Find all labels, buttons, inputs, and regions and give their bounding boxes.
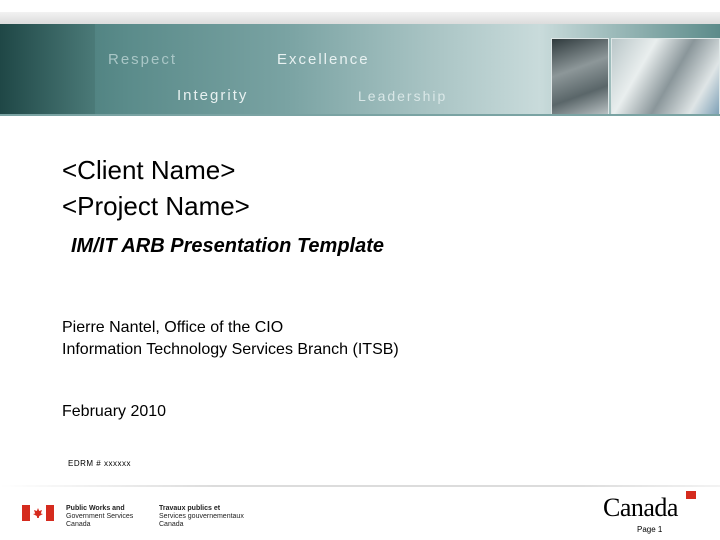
author-block bbox=[62, 317, 399, 361]
author-name: Pierre Nantel, Office of the CIO bbox=[62, 319, 284, 336]
canada-flag-icon bbox=[22, 505, 54, 521]
slide-subtitle: IM/IT ARB Presentation Template bbox=[71, 235, 385, 257]
photo-staff bbox=[611, 38, 720, 115]
banner-word-leadership: Leadership bbox=[358, 88, 448, 104]
header-banner bbox=[0, 24, 720, 115]
top-gradient-line bbox=[0, 12, 720, 24]
banner-word-respect: Respect bbox=[108, 51, 178, 68]
presentation-date: February 2010 bbox=[62, 403, 167, 420]
banner-word-excellence: Excellence bbox=[277, 51, 370, 68]
parliament-image bbox=[0, 24, 95, 115]
department-name-en: Public Works and Government Services Canada bbox=[66, 505, 134, 528]
banner-photos bbox=[551, 38, 720, 115]
project-name: <Project Name> bbox=[62, 191, 250, 221]
page-number: Page 1 bbox=[637, 525, 663, 534]
author-branch: Information Technology Services Branch (ITSB) bbox=[62, 341, 399, 358]
edrm-number: EDRM # xxxxxx bbox=[68, 459, 131, 468]
top-strip bbox=[0, 0, 720, 12]
client-name: <Client Name> bbox=[62, 155, 236, 185]
banner-word-integrity: Integrity bbox=[177, 87, 249, 104]
banner-bottom-line bbox=[0, 114, 720, 116]
slide-title bbox=[62, 152, 250, 224]
canada-wordmark: Canada bbox=[603, 493, 678, 522]
photo-technician bbox=[551, 38, 609, 115]
canada-wordmark-flag-icon bbox=[686, 491, 696, 499]
department-name-fr: Travaux publics et Services gouvernementaux Canada bbox=[159, 505, 244, 528]
footer-divider bbox=[0, 485, 720, 487]
